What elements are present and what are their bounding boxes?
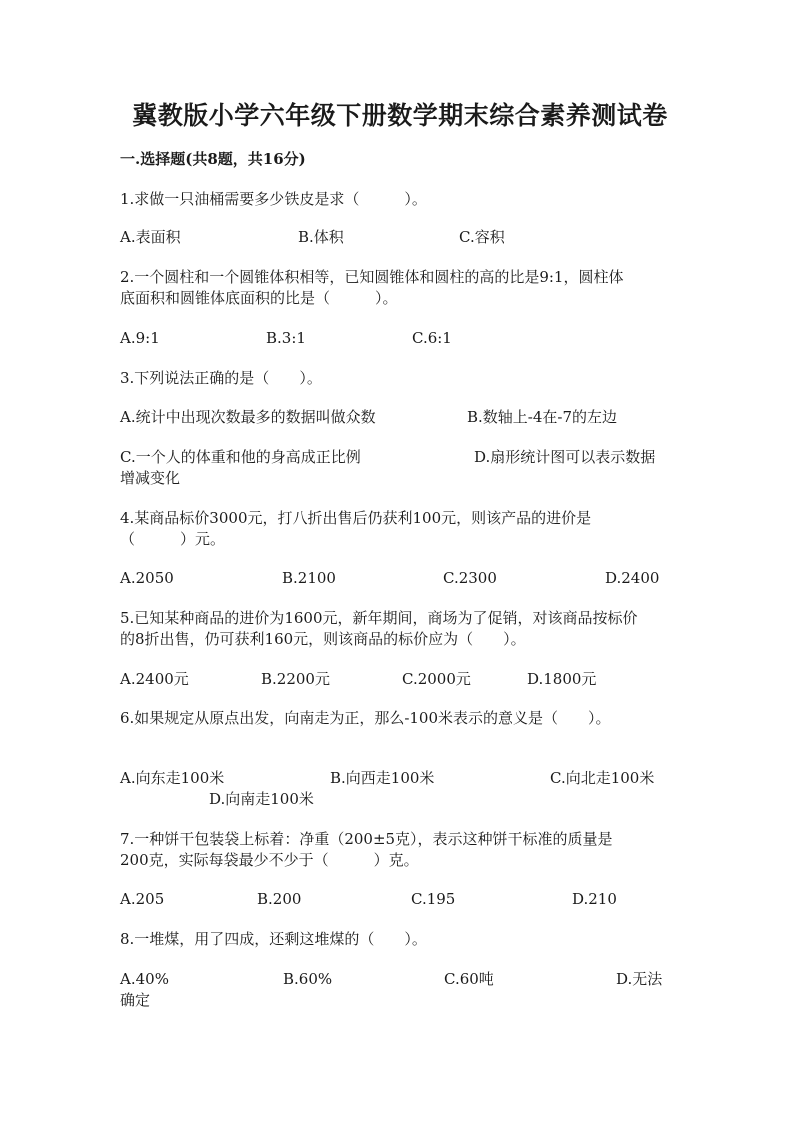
question-4-option-a: A.2050 (120, 569, 174, 587)
question-8-option-b: B.60% (283, 970, 333, 988)
question-6-option-a: A.向东走100米 (120, 769, 225, 787)
question-5-option-c: C.2000元 (402, 670, 471, 688)
question-5-option-a: A.2400元 (120, 670, 189, 688)
question-8-option-d-continued: 确定 (120, 991, 151, 1009)
question-6-stem: 6.如果规定从原点出发，向南走为正，那么-100米表示的意义是（ ）。 (120, 709, 611, 727)
question-3-stem: 3.下列说法正确的是（ ）。 (120, 369, 322, 387)
question-5-option-d: D.1800元 (527, 670, 597, 688)
question-8-stem: 8.一堆煤，用了四成，还剩这堆煤的（ ）。 (120, 930, 427, 948)
question-4-option-c: C.2300 (443, 569, 497, 587)
question-8-option-c: C.60吨 (444, 970, 494, 988)
question-3-option-a: A.统计中出现次数最多的数据叫做众数 (120, 408, 376, 426)
question-4-option-b: B.2100 (282, 569, 336, 587)
question-7-option-c: C.195 (411, 890, 456, 908)
question-7-stem-line-2: 200克，实际每袋最少不少于（ ）克。 (120, 851, 419, 869)
question-5-stem-line-1: 5.已知某种商品的进价为1600元，新年期间，商场为了促销，对该商品按标价 (120, 609, 638, 627)
question-4-stem-line-1: 4.某商品标价3000元，打八折出售后仍获利100元，则该产品的进价是 (120, 509, 592, 527)
question-6-option-c: C.向北走100米 (550, 769, 655, 787)
section-heading: 一.选择题(共8题，共16分) (120, 150, 306, 168)
question-6-option-d: D.向南走100米 (209, 790, 314, 808)
question-4-stem-line-2: （ ）元。 (120, 530, 226, 548)
question-6-option-b: B.向西走100米 (330, 769, 435, 787)
question-5-option-b: B.2200元 (261, 670, 330, 688)
page-title: 冀教版小学六年级下册数学期末综合素养测试卷 (132, 101, 668, 130)
question-1-option-a: A.表面积 (120, 228, 181, 246)
question-7-option-b: B.200 (257, 890, 302, 908)
question-3-option-d: D.扇形统计图可以表示数据 (474, 448, 656, 466)
question-2-option-c: C.6:1 (412, 329, 452, 347)
question-2-option-b: B.3:1 (266, 329, 306, 347)
question-1-option-c: C.容积 (459, 228, 505, 246)
question-4-option-d: D.2400 (605, 569, 660, 587)
question-2-stem-line-1: 2.一个圆柱和一个圆锥体积相等，已知圆锥体和圆柱的高的比是9:1，圆柱体 (120, 268, 624, 286)
question-7-stem-line-1: 7.一种饼干包装袋上标着：净重（200±5克），表示这种饼干标准的质量是 (120, 830, 613, 848)
question-2-option-a: A.9:1 (120, 329, 160, 347)
question-8-option-d: D.无法 (616, 970, 663, 988)
question-3-option-d-continued: 增减变化 (120, 469, 181, 487)
question-2-stem-line-2: 底面积和圆锥体底面积的比是（ ）。 (120, 289, 398, 307)
question-5-stem-line-2: 的8折出售，仍可获利160元，则该商品的标价应为（ ）。 (120, 630, 526, 648)
question-1-stem: 1.求做一只油桶需要多少铁皮是求（ ）。 (120, 190, 427, 208)
question-1-option-b: B.体积 (298, 228, 344, 246)
question-7-option-a: A.205 (120, 890, 165, 908)
question-7-option-d: D.210 (572, 890, 617, 908)
question-3-option-b: B.数轴上-4在-7的左边 (467, 408, 618, 426)
question-8-option-a: A.40% (120, 970, 169, 988)
question-3-option-c: C.一个人的体重和他的身高成正比例 (120, 448, 361, 466)
